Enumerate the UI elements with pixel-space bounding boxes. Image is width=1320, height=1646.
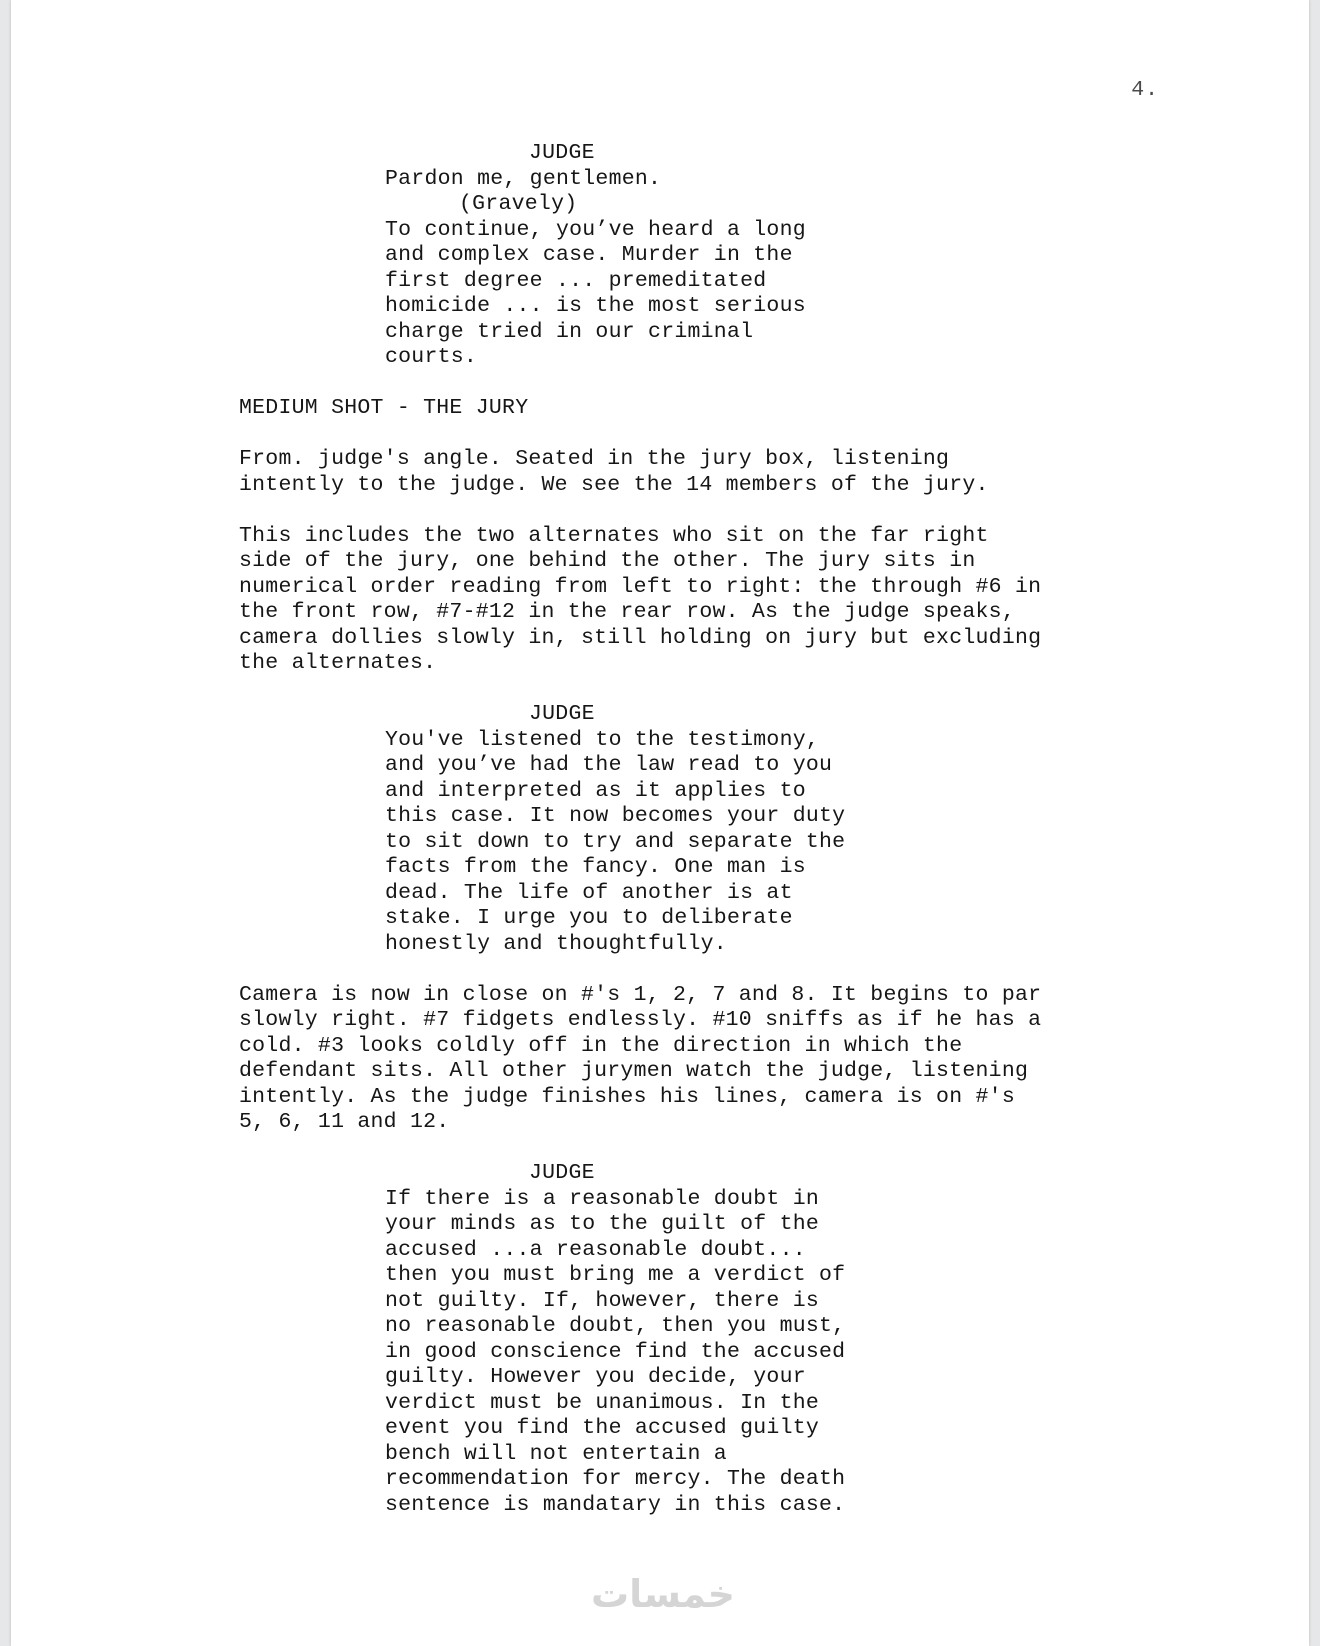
dialogue-line: To continue, you’ve heard a long: [385, 217, 806, 242]
dialogue-block: [239, 141, 1199, 371]
dialogue-line: guilty. However you decide, your: [385, 1365, 806, 1389]
action-block: [239, 983, 1199, 1136]
character-name: JUDGE: [529, 141, 595, 165]
dialogue-line: not guilty. If, however, there is: [385, 1288, 820, 1313]
watermark-logo: خمسات: [591, 1572, 735, 1616]
dialogue-line: courts.: [385, 345, 478, 369]
action-line: cold. #3 looks coldly off in the direction in which the: [239, 1033, 963, 1058]
dialogue-line: and complex case. Murder in the: [385, 243, 793, 267]
action-line: defendant sits. All other jurymen watch the judge, listening: [239, 1059, 1029, 1083]
scene-heading: [239, 396, 1199, 422]
dialogue-line: then you must bring me a verdict of: [385, 1263, 846, 1287]
dialogue-line: homicide ... is the most serious: [385, 294, 806, 318]
action-line: slowly right. #7 fidgets endlessly. #10 sniffs as if he has a: [239, 1008, 1042, 1032]
dialogue-line: charge tried in our criminal: [385, 319, 754, 344]
screenplay-body: [239, 141, 1199, 1544]
dialogue-line: If there is a reasonable doubt in: [385, 1186, 820, 1211]
character-name: JUDGE: [529, 1161, 595, 1185]
dialogue-line: verdict must be unanimous. In the: [385, 1390, 820, 1415]
dialogue-line: bench will not entertain a: [385, 1441, 727, 1466]
parenthetical-line: (Gravely): [459, 192, 578, 216]
action-line: the alternates.: [239, 651, 437, 675]
dialogue-line: in good conscience find the accused: [385, 1339, 846, 1364]
dialogue-line: dead. The life of another is at: [385, 880, 793, 905]
action-line: 5, 6, 11 and 12.: [239, 1110, 450, 1134]
dialogue-line: facts from the fancy. One man is: [385, 855, 806, 879]
page-number: 4.: [1131, 78, 1159, 102]
action-line: intently. As the judge finishes his lines, camera is on #'s: [239, 1084, 1015, 1109]
dialogue-line: sentence is mandatary in this case.: [385, 1492, 846, 1517]
dialogue-line: and interpreted as it applies to: [385, 778, 806, 803]
dialogue-line: recommendation for mercy. The death: [385, 1467, 846, 1491]
dialogue-line: first degree ... premeditated: [385, 268, 767, 293]
dialogue-line: event you find the accused guilty: [385, 1416, 820, 1440]
action-line: Camera is now in close on #'s 1, 2, 7 and 8. It begins to par: [239, 982, 1042, 1007]
dialogue-line: stake. I urge you to deliberate: [385, 906, 793, 930]
dialogue-line: this case. It now becomes your duty: [385, 804, 846, 828]
dialogue-line: Pardon me, gentlemen.: [385, 166, 662, 191]
action-line: camera dollies slowly in, still holding on jury but excluding: [239, 625, 1042, 650]
dialogue-line: your minds as to the guilt of the: [385, 1212, 820, 1236]
action-line: the front row, #7-#12 in the rear row. As the judge speaks,: [239, 600, 1015, 624]
action-line: intently to the judge. We see the 14 members of the jury.: [239, 472, 989, 497]
character-name: JUDGE: [529, 702, 595, 726]
action-line: This includes the two alternates who sit on the far right: [239, 523, 989, 548]
script-page: [11, 0, 1309, 1646]
action-block: [239, 524, 1199, 677]
dialogue-line: no reasonable doubt, then you must,: [385, 1314, 846, 1338]
action-block: [239, 447, 1199, 498]
dialogue-line: accused ...a reasonable doubt...: [385, 1237, 806, 1262]
dialogue-line: You've listened to the testimony,: [385, 727, 820, 752]
dialogue-block: [239, 1161, 1199, 1518]
dialogue-line: and you’ve had the law read to you: [385, 753, 833, 777]
dialogue-line: to sit down to try and separate the: [385, 829, 846, 854]
dialogue-line: honestly and thoughtfully.: [385, 931, 727, 956]
scene-heading-line: MEDIUM SHOT - THE JURY: [239, 396, 529, 420]
action-line: side of the jury, one behind the other. The jury sits in: [239, 549, 976, 573]
action-line: From. judge's angle. Seated in the jury box, listening: [239, 447, 950, 471]
action-line: numerical order reading from left to right: the through #6 in: [239, 574, 1042, 599]
dialogue-block: [239, 702, 1199, 957]
